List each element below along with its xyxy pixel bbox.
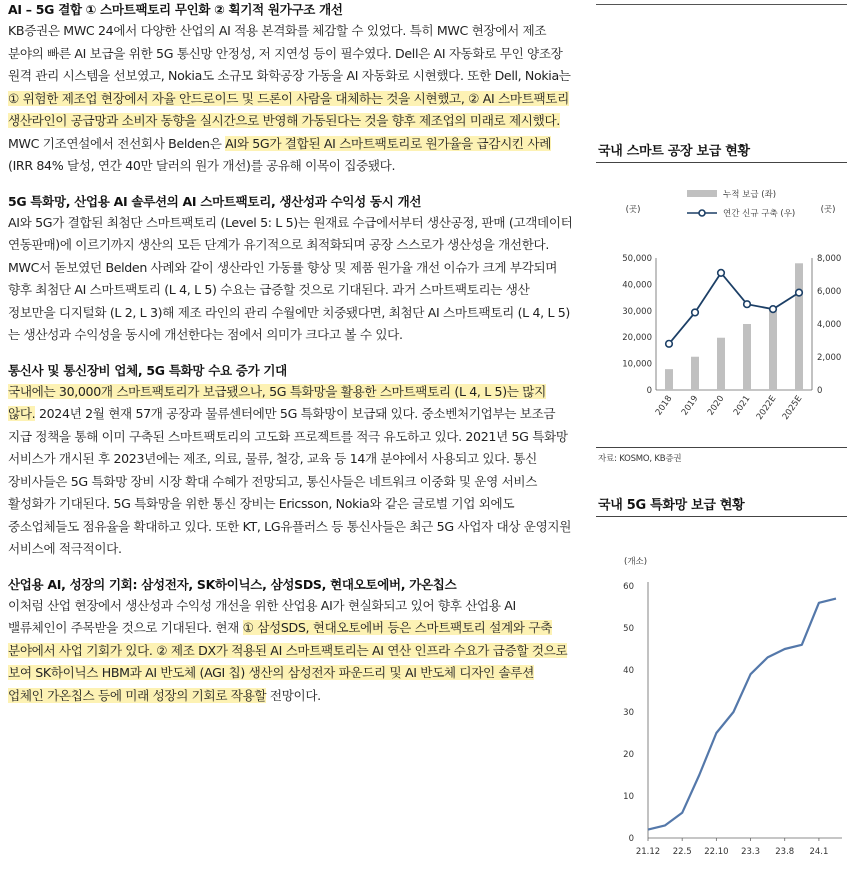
x-tick-label: 2021	[731, 393, 753, 418]
line-point-2021	[744, 301, 751, 308]
section-paragraph	[8, 381, 573, 561]
left-tick-label: 40,000	[622, 280, 652, 291]
article-body	[8, 0, 573, 721]
section-industrial-ai	[8, 575, 573, 708]
section-paragraph	[8, 20, 573, 178]
body-text: 이처럼 산업 현장에서 생산성과 수익성 개선을 위한 산업용 AI가 현실화되고 있어 향후 산업용 AI 밸류체인이 주목받을 것으로 기대된다. 현재	[8, 597, 516, 635]
section-ai-5g	[8, 0, 573, 178]
body-text: KB증권은 MWC 24에서 다양한 산업의 AI 적용 본격화를 체감할 수 있었다. 특히 MWC 현장에서 제조 분야의 빠른 AI 보급을 위한 5G 통신망 안정성, 저 지연성 등이 필수였다. Dell은 AI 자동화로 무인 양조장 원격 관리 시스템을 선보였고, Nokia도 소규모 화학공장 가동을 AI 자동화로 시현했다. 또한 Dell, Nokia는	[8, 23, 571, 83]
x-tick-label: 23.3	[741, 847, 761, 857]
line-point-2022E	[770, 306, 777, 313]
chart1-title-rule	[596, 162, 847, 163]
y-tick-label: 40	[623, 666, 634, 676]
highlighted-text: ① 삼성SDS, 현대오토에버 등은 스마트팩토리 설계와 구축 분야에서 사업 기회가 있다. ② 제조 DX가 적용된 AI 스마트팩토리는 AI 연산 인프라 수요가 급증할 것으로 보여 SK하이닉스 HBM과 AI 반도체 (AGI 칩) 생산의 삼성전자 파운드리 및 AI 반도체 디자인 솔루션 업체인 가온칩스 등에 미래 성장의 기회로 작용할	[8, 620, 568, 703]
legend-line-label: 연간 신규 구축 (우)	[723, 209, 796, 219]
bar-2019	[691, 357, 699, 390]
x-tick-label: 2022E	[754, 393, 779, 422]
line-point-2025E	[796, 289, 803, 296]
x-tick-label: 2020	[705, 393, 727, 418]
legend-bar-swatch	[687, 190, 717, 197]
x-tick-label: 22.10	[704, 847, 729, 857]
y-tick-label: 30	[623, 708, 634, 718]
chart2-title: 국내 5G 특화망 보급 현황	[598, 498, 745, 513]
bar-2025E	[795, 263, 803, 390]
top-divider	[596, 4, 847, 5]
right-tick-label: 0	[817, 386, 823, 396]
y-tick-label: 50	[623, 624, 634, 634]
body-text: MWC 기조연설에서 전선회사 Belden은	[8, 135, 226, 151]
line-point-2019	[692, 309, 699, 316]
y-tick-label: 60	[623, 582, 634, 592]
body-text: AI와 5G가 결합된 최첨단 스마트팩토리 (Level 5: L 5)는 원재료 수급에서부터 생산공정, 판매 (고객데이터 연동판매)에 이르기까지 생산의 모든 단계가 유기적으로 최적화되며 공장 스스로가 생산성을 개선한다. MWC서 돋보였던 Belden 사례와 같이 생산라인 가동률 향상 및 제품 원가율 개선 이슈가 크게 부각되며 향후 최첨단 AI 스마트팩토리 (L 4, L 5) 수요는 급증할 것으로 기대된다. 과거 스마트팩토리는 생산 정보만을 디지털화 (L 2, L 3)해 제조 라인의 관리 수월에만 치중됐다면, 최첨단 AI 스마트팩토리 (L 4, L 5)는 생산성과 수익성을 동시에 개선한다는 점에서 의미가 크다고 볼 수 있다.	[8, 214, 573, 342]
bar-2020	[717, 338, 725, 390]
right-tick-label: 6,000	[817, 287, 842, 297]
x-tick-label: 23.8	[775, 847, 795, 857]
left-axis-unit: (곳)	[625, 205, 641, 215]
chart1-bottom-rule	[596, 447, 847, 448]
left-tick-label: 50,000	[622, 254, 652, 264]
right-axis-unit: (곳)	[820, 205, 836, 215]
section-heading: 산업용 AI, 성장의 기회: 삼성전자, SK하이닉스, 삼성SDS, 현대오토에버, 가온칩스	[8, 576, 457, 592]
network-count-line	[648, 599, 836, 830]
new-installations-line	[669, 273, 799, 344]
smart-factory-chart	[596, 168, 847, 448]
right-tick-label: 2,000	[817, 353, 842, 363]
chart2-title-rule	[596, 516, 847, 517]
section-telecom	[8, 361, 573, 561]
x-tick-label: 21.12	[635, 847, 661, 857]
bar-2021	[743, 324, 751, 390]
legend-line-marker	[699, 210, 705, 216]
highlighted-text: ① 위험한 제조업 현장에서 자율 안드로이드 및 드론이 사람을 대체하는 것을 시현했고, ② AI 스마트팩토리 생산라인이 공급망과 소비자 동향을 실시간으로 반영해 가동된다는 것을 향후 제조업의 미래로 제시했다.	[8, 90, 569, 128]
source-note: 자료: KOSMO, KB증권	[598, 454, 682, 464]
x-tick-label: 2025E	[780, 393, 805, 422]
right-tick-label: 8,000	[817, 254, 842, 264]
x-tick-label: 2018	[653, 393, 675, 418]
chart1-title: 국내 스마트 공장 보급 현황	[598, 144, 750, 159]
body-text: (IRR 84% 달성, 연간 40만 달러의 원가 개선)를 공유해 이목이 집중됐다.	[8, 158, 396, 173]
body-text: 2024년 2월 현재 57개 공장과 물류센터에만 5G 특화망이 보급돼 있다. 중소벤처기업부는 보조금 지급 정책을 통해 이미 구축된 스마트팩토리의 고도화 프로젝트를 적극 유도하고 있다. 2021년 5G 특화망 서비스가 개시된 후 2023년에는 제조, 의료, 물류, 철강, 교육 등 14개 분야에서 사용되고 있다. 통신 장비사들은 5G 특화망 장비 시장 확대 수혜가 전망되고, 통신사들은 네트워크 이중화 및 운영 서비스 활성화가 기대된다. 5G 특화망을 위한 통신 장비는 Ericsson, Nokia와 같은 글로벌 기업 외에도 중소업체들도 점유율을 확대하고 있다. 또한 KT, LG유플러스 등 통신사들은 최근 5G 사업자 대상 운영지원 서비스에 적극적이다.	[8, 406, 572, 556]
section-paragraph	[8, 212, 573, 347]
highlighted-text: 국내에는 30,000개 스마트팩토리가 보급됐으나, 5G 특화망을 활용한 스마트팩토리 (L 4, L 5)는 많지 않다.	[8, 383, 546, 421]
x-tick-label: 22.5	[672, 847, 692, 857]
y-tick-label: 20	[623, 750, 634, 760]
section-paragraph	[8, 595, 573, 708]
left-tick-label: 10,000	[622, 359, 652, 370]
body-text: 전망이다.	[266, 687, 321, 703]
line-point-2020	[718, 270, 725, 277]
left-tick-label: 30,000	[622, 306, 652, 317]
x-tick-label: 2019	[679, 393, 701, 418]
section-5g-private-network	[8, 192, 573, 347]
left-tick-label: 20,000	[622, 333, 652, 344]
x-tick-label: 24.1	[809, 847, 829, 857]
legend-bar-label: 누적 보급 (좌)	[723, 190, 777, 200]
y-tick-label: 0	[628, 834, 634, 844]
y-axis-unit: (개소)	[624, 557, 648, 567]
5g-network-chart	[596, 540, 847, 862]
bar-2022E	[769, 311, 777, 390]
highlighted-text: AI와 5G가 결합된 AI 스마트팩토리로 원가율을 급감시킨 사례	[225, 135, 552, 151]
line-point-2018	[666, 341, 673, 348]
right-tick-label: 4,000	[817, 320, 842, 330]
section-heading: 통신사 및 통신장비 업체, 5G 특화망 수요 증가 기대	[8, 362, 287, 378]
y-tick-label: 10	[623, 792, 634, 802]
section-heading: 5G 특화망, 산업용 AI 솔루션의 AI 스마트팩토리, 생산성과 수익성 동시 개선	[8, 193, 422, 209]
section-heading: AI – 5G 결합 ① 스마트팩토리 무인화 ② 획기적 원가구조 개선	[8, 2, 343, 17]
left-tick-label: 0	[646, 386, 652, 396]
bar-2018	[665, 369, 673, 390]
